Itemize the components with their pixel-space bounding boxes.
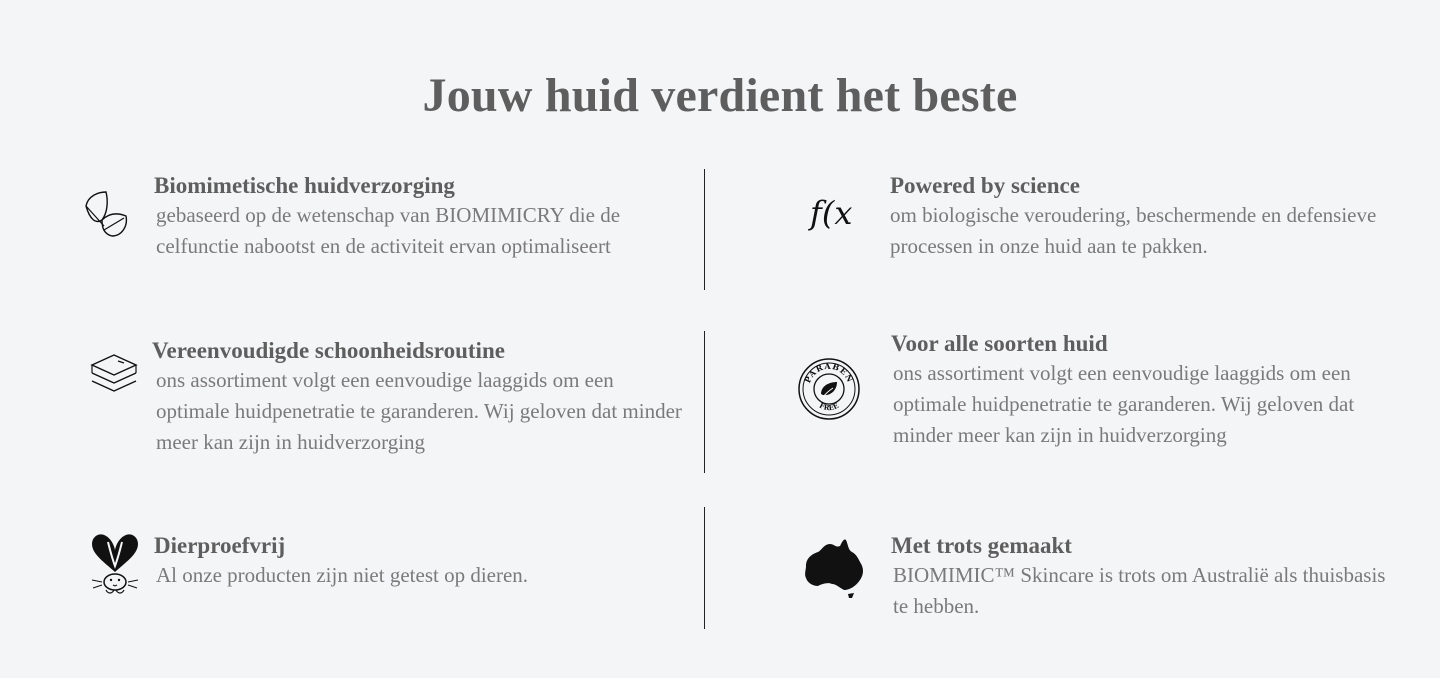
feature-science: [800, 172, 1400, 272]
feature-cruelty-free: [80, 532, 680, 612]
badge-top-text: PARABEN: [802, 360, 856, 385]
feature-description: BIOMIMIC™ Skincare is trots om Australië als thuisbasis te hebben.: [893, 563, 1386, 618]
feature-biomimetic: [80, 172, 680, 292]
badge-bottom-text: FREE: [817, 400, 841, 413]
feature-skin-types: [797, 330, 1407, 460]
feature-australia: [800, 532, 1400, 622]
feature-description: ons assortiment volgt een eenvoudige laaggids om een optimale huidpenetratie te garanderen. Wij geloven dat minder meer kan zijn in huidverzorging: [893, 361, 1355, 447]
feature-description: gebaseerd op de wetenschap van BIOMIMICRY die de celfunctie nabootst en de activiteit ervan optimaliseert: [156, 203, 621, 258]
layers-icon: [88, 351, 140, 408]
svg-text:PARABEN: [802, 361, 856, 385]
leaf-icon: [82, 186, 132, 247]
svg-text:FREE: [818, 401, 840, 412]
feature-description: Al onze producten zijn niet getest op dieren.: [156, 563, 529, 587]
feature-heading: Met trots gemaakt: [891, 533, 1072, 558]
paraben-free-icon: [797, 352, 861, 431]
feature-heading: Voor alle soorten huid: [891, 331, 1108, 356]
column-divider: [704, 331, 705, 473]
feature-heading: Biomimetische huidverzorging: [154, 173, 455, 198]
australia-map-icon: [804, 536, 866, 605]
bunny-heart-icon: [88, 532, 142, 601]
page-title: Jouw huid verdient het beste: [422, 69, 1018, 122]
feature-description: ons assortiment volgt een eenvoudige laaggids om een optimale huidpenetratie te garanderen. Wij geloven dat minder meer kan zijn in huidverzorging: [156, 368, 682, 454]
feature-heading: Vereenvoudigde schoonheidsroutine: [152, 338, 505, 363]
feature-routine: [80, 337, 680, 467]
feature-heading: Powered by science: [890, 173, 1080, 198]
feature-description: om biologische veroudering, beschermende en defensieve processen in onze huid aan te pakken.: [890, 203, 1377, 258]
column-divider: [704, 169, 705, 290]
feature-heading: Dierproefvrij: [154, 533, 286, 558]
column-divider: [704, 507, 705, 629]
function-icon: f(x: [810, 194, 853, 232]
